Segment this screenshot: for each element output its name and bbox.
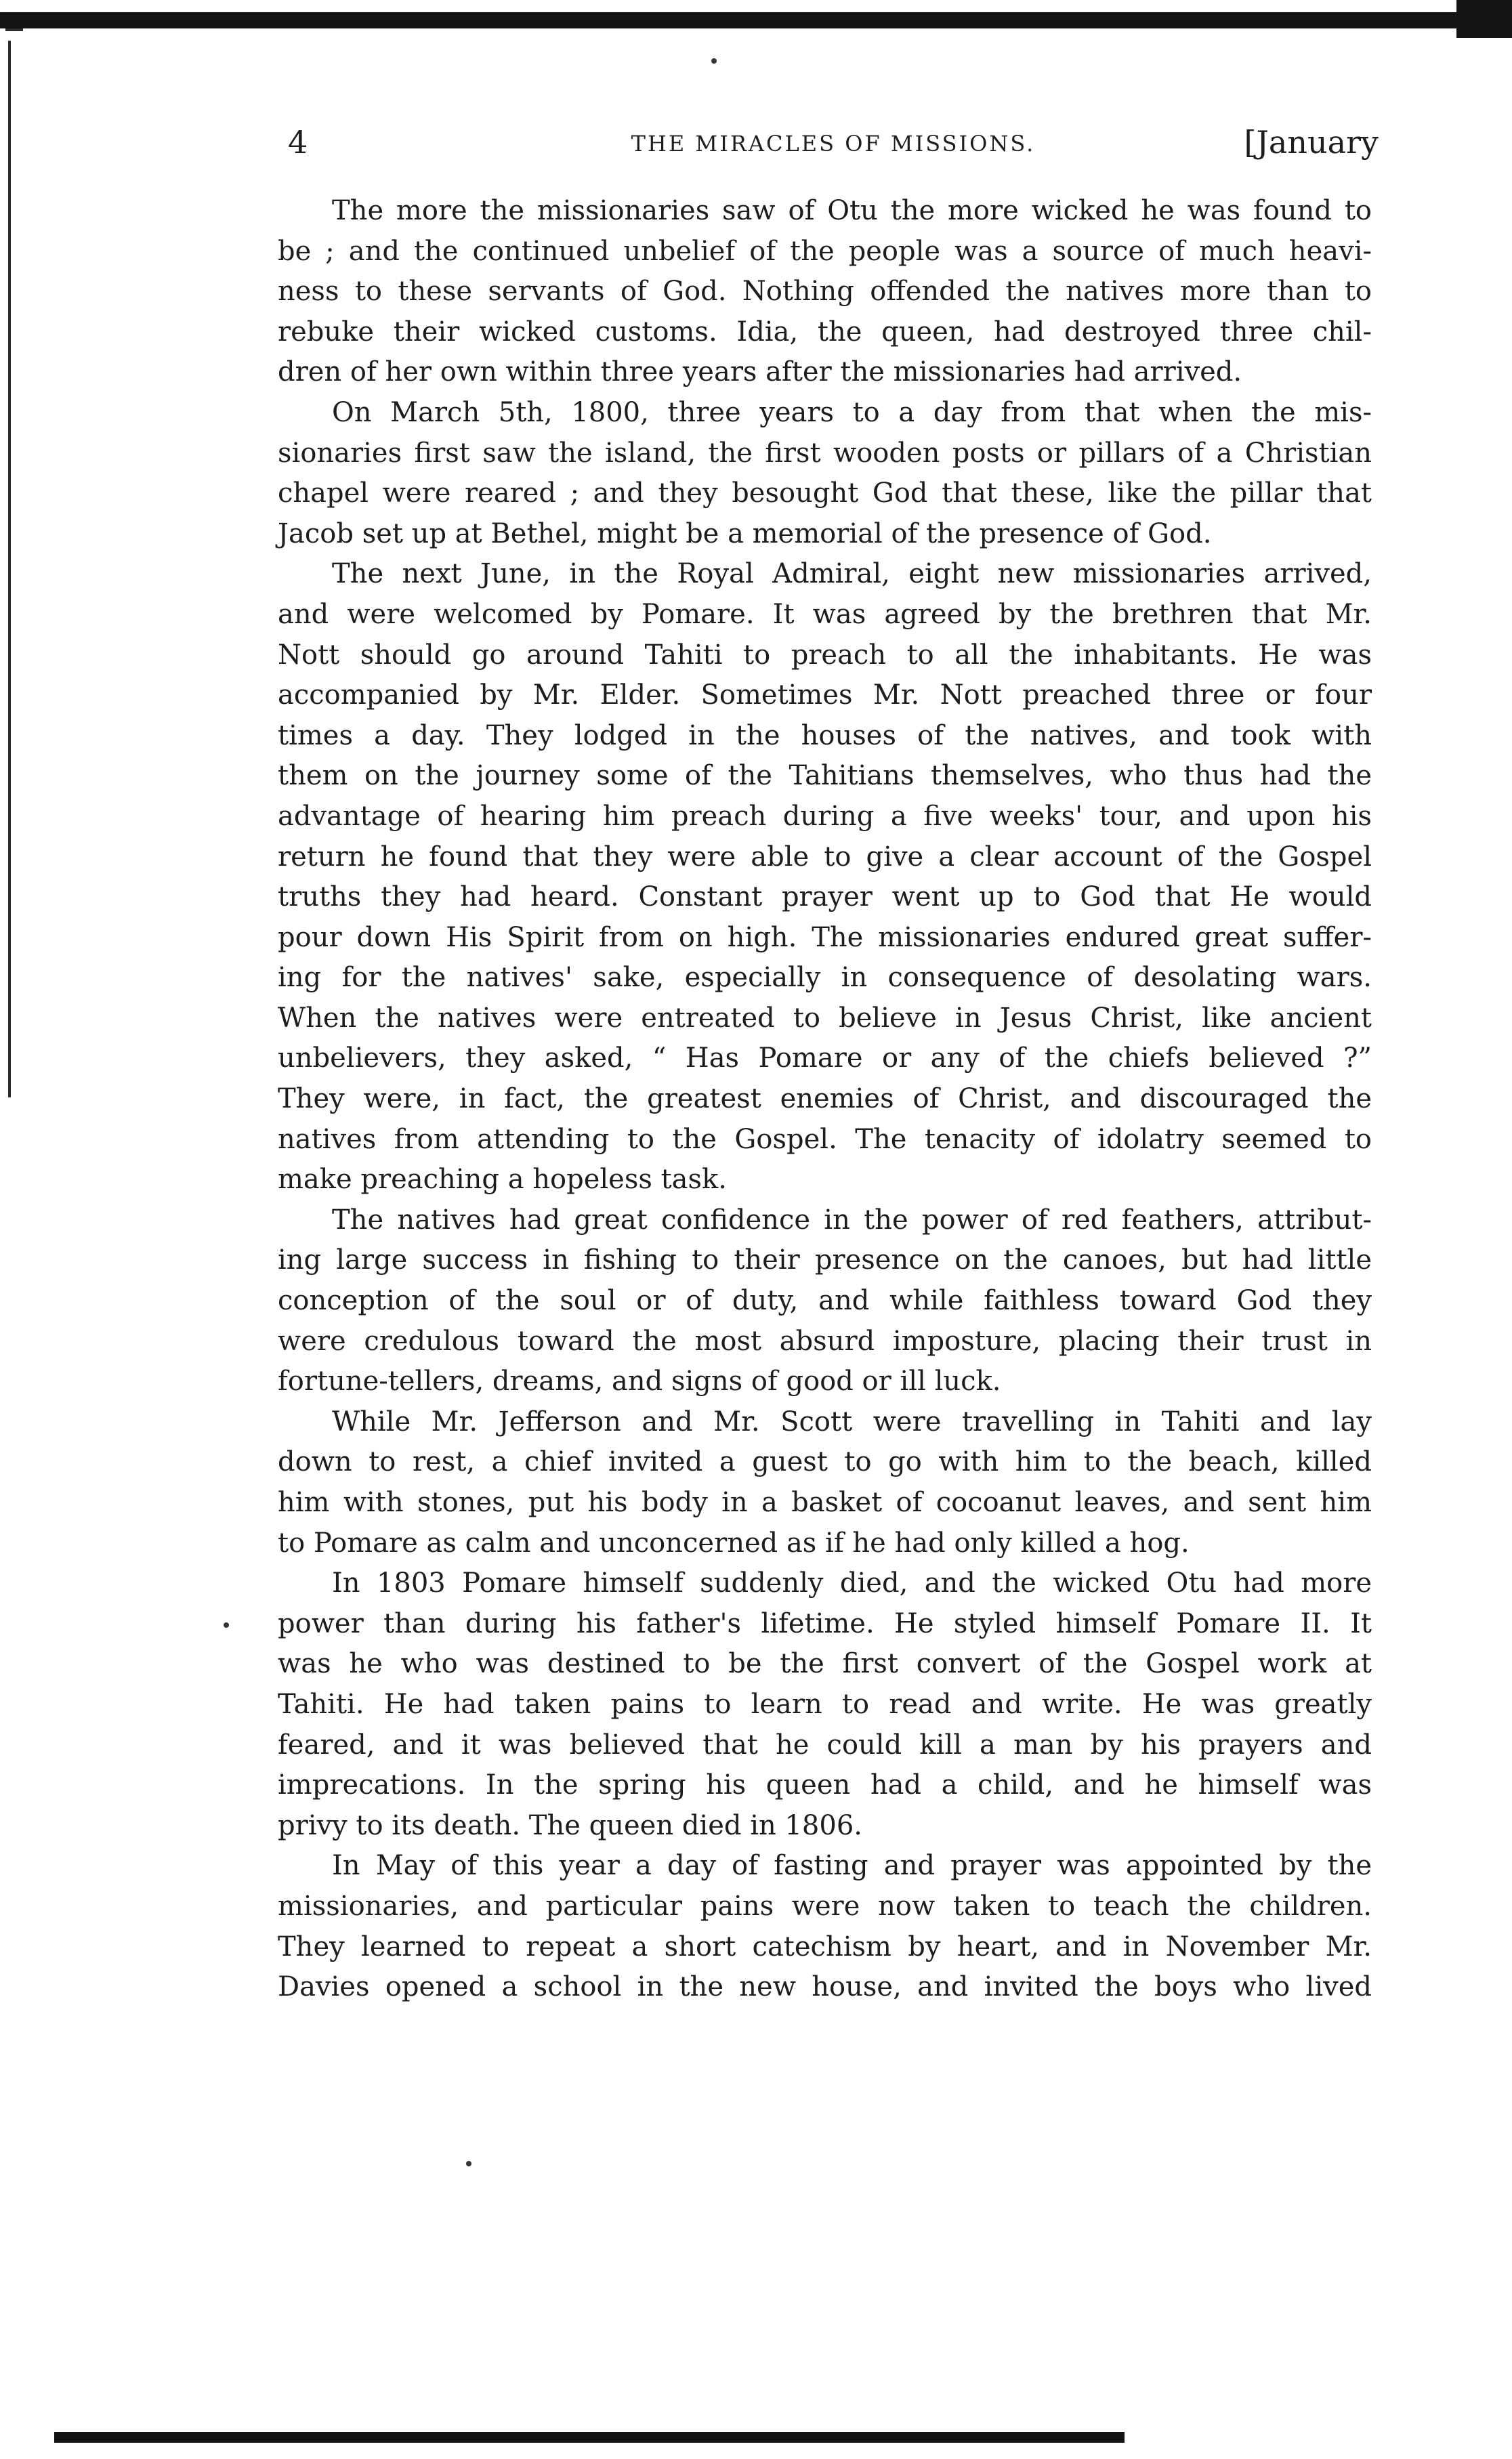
speck-mark (224, 1622, 229, 1628)
text-line: ing large success in fishing to their presence on the canoes, but had little (278, 1244, 1372, 1276)
text-line: be ; and the continued unbelief of the people was a source of much heavi- (278, 235, 1372, 267)
text-line: sionaries first saw the island, the first wooden posts or pillars of a Christian (278, 437, 1372, 469)
text-line: In May of this year a day of fasting and prayer was appointed by the (332, 1850, 1372, 1882)
text-line: On March 5th, 1800, three years to a day from that when the mis- (332, 396, 1372, 428)
text-line: power than during his father's lifetime. He styled himself Pomare II. It (278, 1607, 1372, 1639)
text-line: to Pomare as calm and unconcerned as if he had only killed a hog. (278, 1527, 1190, 1559)
top-border-rule (0, 12, 1512, 28)
text-line: The natives had great confidence in the power of red feathers, attribut- (332, 1204, 1372, 1236)
text-line: feared, and it was believed that he could kill a man by his prayers and (278, 1729, 1372, 1761)
text-line: While Mr. Jefferson and Mr. Scott were travelling in Tahiti and lay (332, 1406, 1372, 1437)
text-line: return he found that they were able to give a clear account of the Gospel (278, 841, 1372, 873)
text-line: dren of her own within three years after the missionaries had arrived. (278, 356, 1242, 388)
text-line: him with stones, put his body in a basket of cocoanut leaves, and sent him (278, 1487, 1372, 1518)
text-line: accompanied by Mr. Elder. Sometimes Mr. Nott preached three or four (278, 679, 1372, 711)
text-line: and were welcomed by Pomare. It was agreed by the brethren that Mr. (278, 598, 1372, 630)
text-line: They were, in fact, the greatest enemies of Christ, and discouraged the (278, 1083, 1372, 1115)
left-corner-mark (5, 28, 23, 31)
page-header (288, 122, 1379, 169)
text-line: was he who was destined to be the first convert of the Gospel work at (278, 1648, 1372, 1680)
text-line: advantage of hearing him preach during a five weeks' tour, and upon his (278, 800, 1372, 832)
bottom-border-rule (54, 2432, 1125, 2443)
text-line: conception of the soul or of duty, and while faithless toward God they (278, 1285, 1372, 1317)
text-line: pour down His Spirit from on high. The missionaries endured great suffer- (278, 921, 1372, 953)
text-line: ness to these servants of God. Nothing offended the natives more than to (278, 276, 1372, 308)
top-right-border-mark (1456, 0, 1512, 38)
text-line: natives from attending to the Gospel. The tenacity of idolatry seemed to (278, 1123, 1372, 1155)
text-line: missionaries, and particular pains were now taken to teach the children. (278, 1890, 1372, 1922)
text-line: privy to its death. The queen died in 1806. (278, 1809, 862, 1841)
page-number: 4 (288, 124, 308, 161)
running-title: THE MIRACLES OF MISSIONS. (631, 131, 1036, 156)
running-date: [January (1244, 124, 1379, 161)
text-line: They learned to repeat a short catechism by heart, and in November Mr. (278, 1931, 1372, 1962)
text-line: unbelievers, they asked, “ Has Pomare or any of the chiefs believed ?” (278, 1043, 1372, 1074)
speck-mark (711, 58, 717, 64)
text-line: Nott should go around Tahiti to preach to all the inhabitants. He was (278, 639, 1372, 671)
text-line: were credulous toward the most absurd imposture, placing their trust in (278, 1325, 1372, 1357)
text-line: The next June, in the Royal Admiral, eight new missionaries arrived, (332, 558, 1372, 590)
text-line: truths they had heard. Constant prayer went up to God that He would (278, 881, 1372, 913)
text-line: Tahiti. He had taken pains to learn to read and write. He was greatly (278, 1688, 1372, 1720)
text-line: rebuke their wicked customs. Idia, the queen, had destroyed three chil- (278, 316, 1372, 348)
text-line: The more the missionaries saw of Otu the more wicked he was found to (332, 195, 1372, 226)
speck-mark (466, 2161, 471, 2166)
text-line: down to rest, a chief invited a guest to go with him to the beach, killed (278, 1446, 1372, 1478)
left-margin-rule (8, 41, 11, 1097)
text-line: imprecations. In the spring his queen had a child, and he himself was (278, 1769, 1372, 1801)
text-line: times a day. They lodged in the houses of the natives, and took with (278, 719, 1372, 751)
text-line: Davies opened a school in the new house, and invited the boys who lived (278, 1971, 1372, 2003)
text-line: fortune-tellers, dreams, and signs of good or ill luck. (278, 1366, 1001, 1397)
text-line: chapel were reared ; and they besought God that these, like the pillar that (278, 478, 1372, 509)
text-line: Jacob set up at Bethel, might be a memorial of the presence of God. (278, 518, 1212, 549)
text-line: In 1803 Pomare himself suddenly died, and the wicked Otu had more (332, 1568, 1372, 1599)
text-line: When the natives were entreated to believe in Jesus Christ, like ancient (278, 1002, 1372, 1034)
text-line: ing for the natives' sake, especially in consequence of desolating wars. (278, 962, 1372, 994)
body-text (278, 191, 1372, 2008)
text-line: make preaching a hopeless task. (278, 1164, 728, 1196)
text-line: them on the journey some of the Tahitians themselves, who thus had the (278, 760, 1372, 792)
